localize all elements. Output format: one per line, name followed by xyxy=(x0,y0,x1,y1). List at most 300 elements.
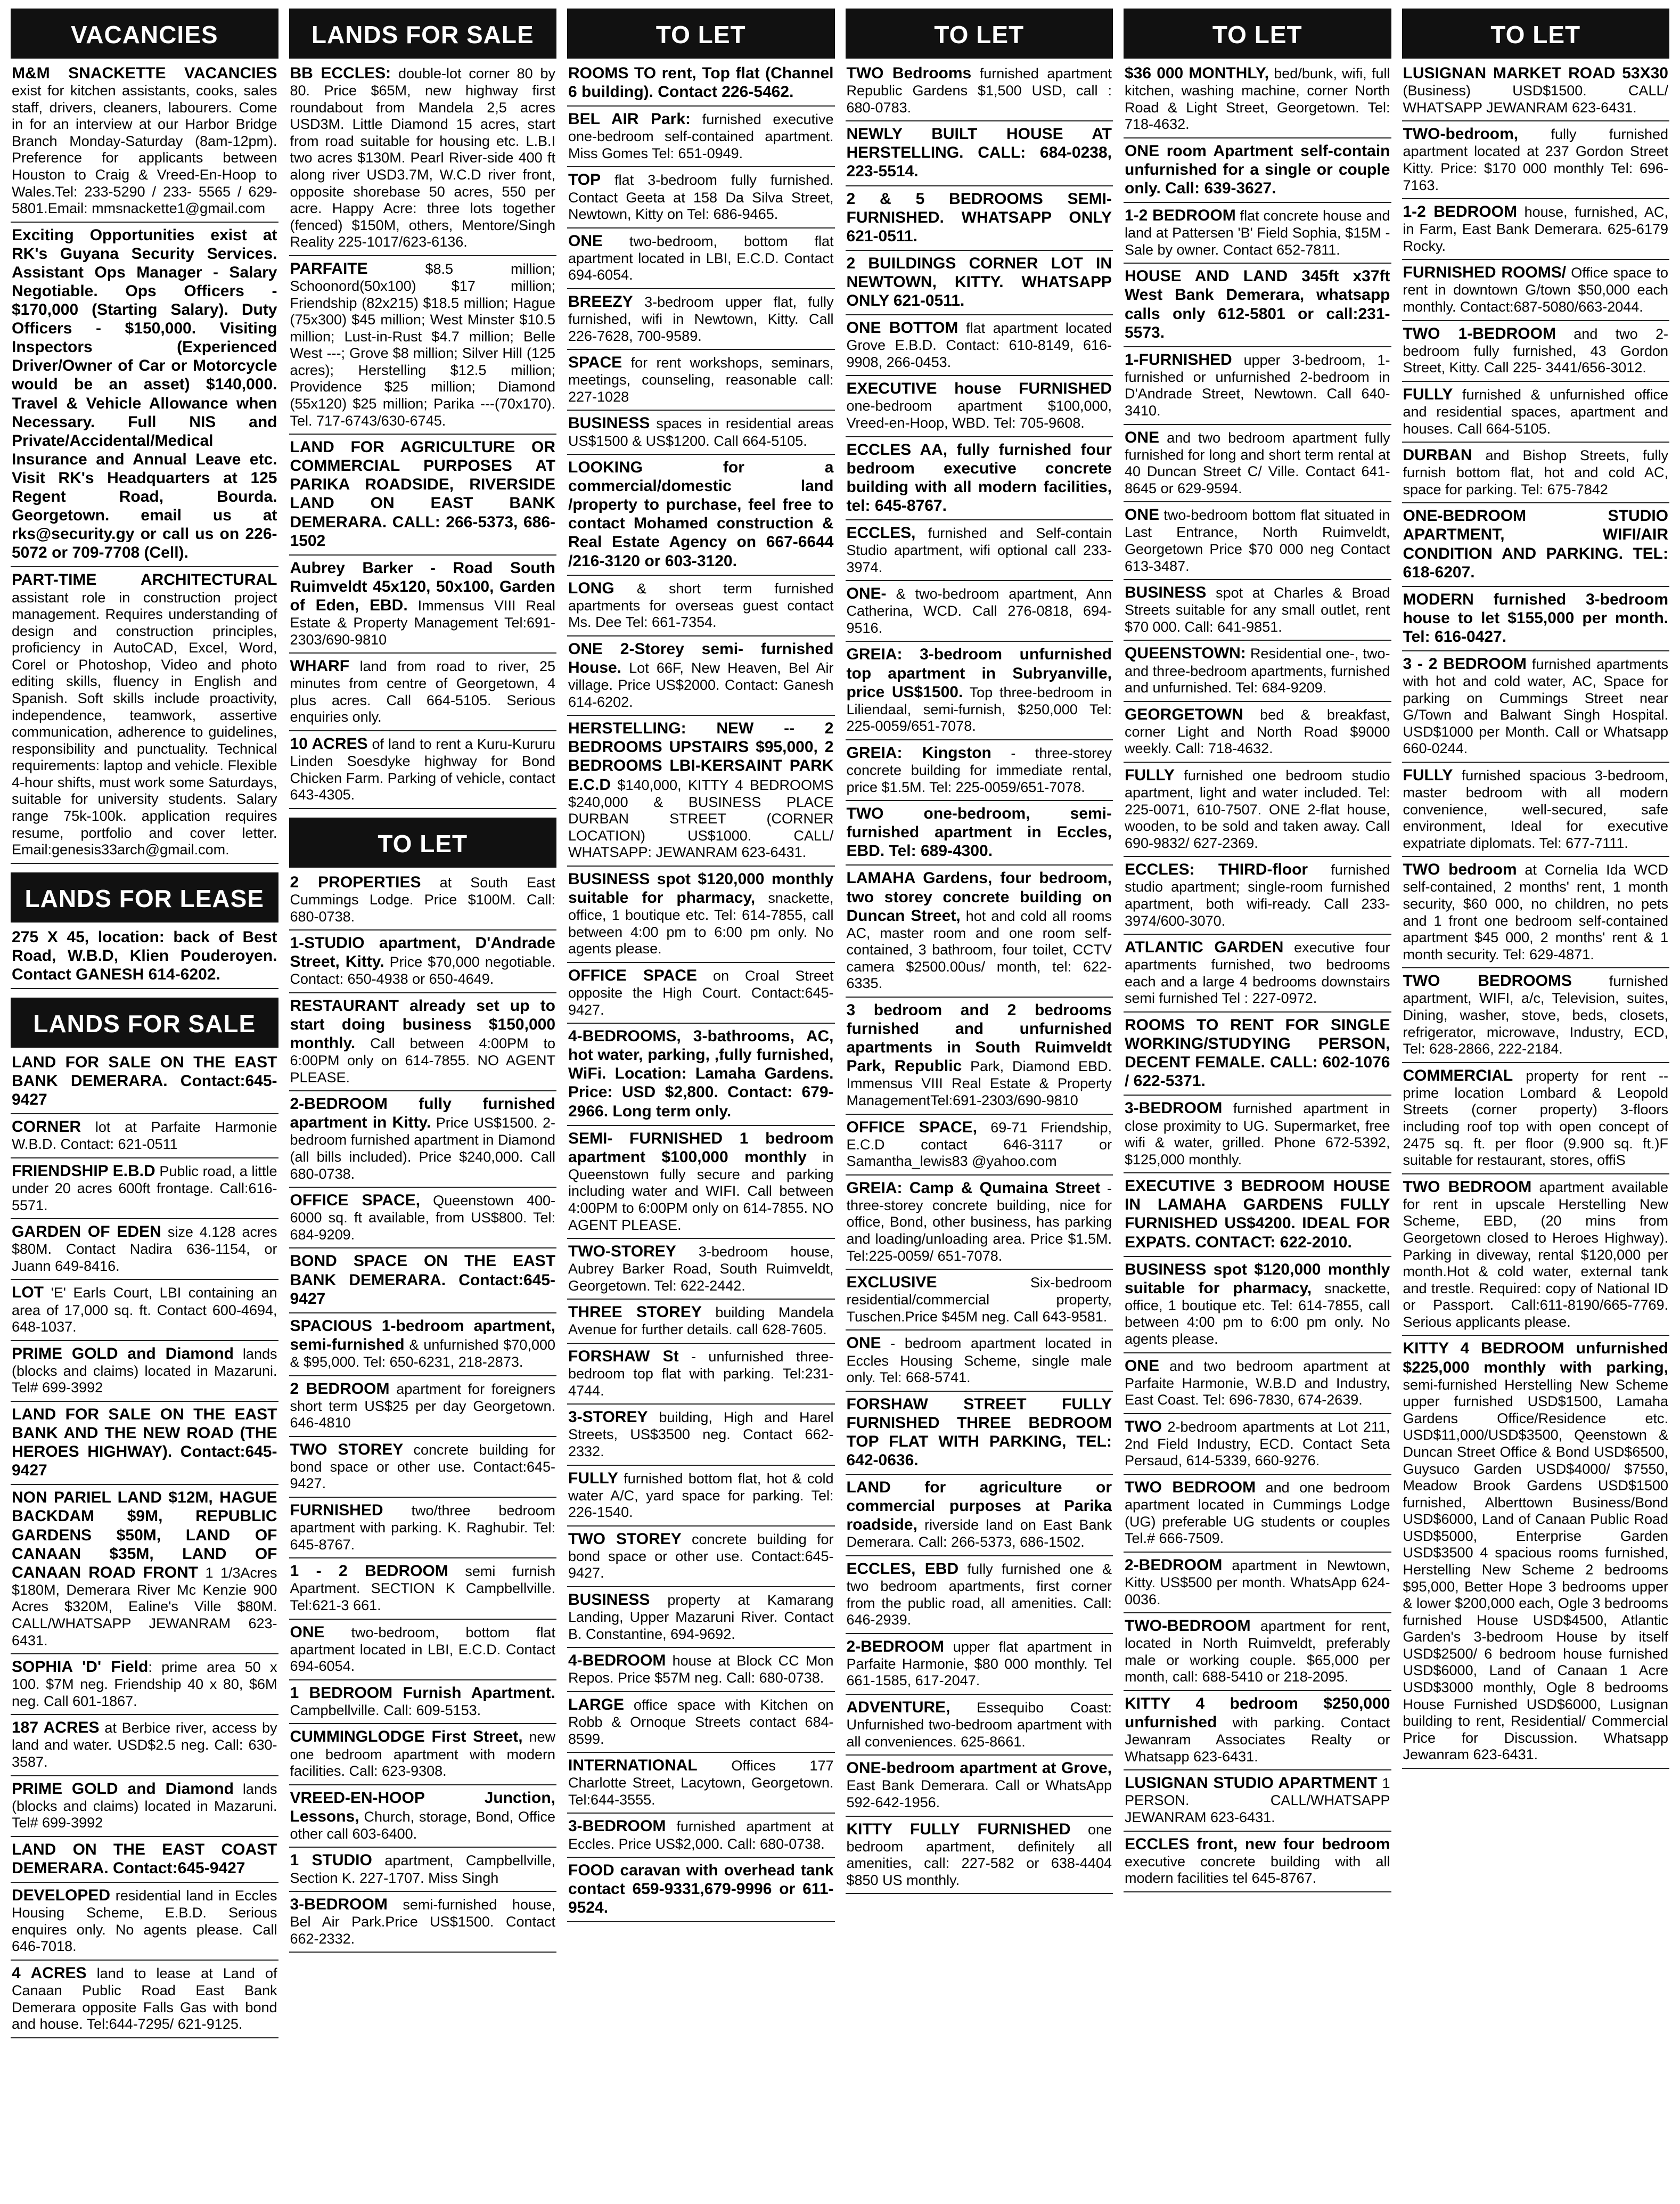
ad-lead: INTERNATIONAL xyxy=(568,1757,698,1775)
classified-ad xyxy=(567,1344,835,1405)
classified-ad xyxy=(1402,857,1670,968)
classified-ad xyxy=(1124,502,1391,580)
ad-lead: TWO BEDROOM xyxy=(1403,1178,1532,1196)
ad-text: fully furnished apartment located at 237 Gordon Street Kitty. Price: $170 000 monthly Tel: 696-7163. xyxy=(1403,126,1668,193)
ad-text: exist for kitchen assistants, cooks, sales staff, drivers, cleaners, labourers. Come in for an interview at our Harbor Bridge Branch Monday-Saturday (8am-12pm). Preference for applicants between Houston to Craig & Vreed-En-Hoop to Wales.Tel: 233-5290 / 233- 5565 / 629-5801.Email: mmsnackette1@gmail.com xyxy=(12,83,277,217)
classified-ad xyxy=(1402,1174,1670,1336)
ad-text: hot and cold all rooms AC, master room and one room self-contained, 3 bathroom, four toilet, CCTV camera $2500.00us/ month, tel: 622-6335. xyxy=(846,908,1112,992)
ad-lead: EXECUTIVE 3 BEDROOM HOUSE IN LAMAHA GARDENS FULLY FURNISHED US$4200. IDEAL FOR EXPATS. CONTACT: 622-2010. xyxy=(1125,1177,1390,1251)
ad-text: new one bedroom apartment with modern facilities. Call: 623-9308. xyxy=(290,1729,555,1779)
classified-ad xyxy=(567,1587,835,1648)
ad-lead: 1-2 BEDROOM xyxy=(1403,203,1517,221)
ad-lead: Aubrey Barker - Road South Ruimveldt 45x120, 50x100, Garden of Eden, EBD. xyxy=(290,559,555,614)
ad-lead: LAND FOR SALE ON THE EAST BANK AND THE NEW ROAD (THE HEROES HIGHWAY). Contact:645-9427 xyxy=(12,1405,277,1480)
classified-ad xyxy=(567,1239,835,1300)
ad-text: 3-bedroom house, Aubrey Barker Road, South Ruimveldt, Georgetown. Tel: 622-2442. xyxy=(568,1244,834,1294)
classified-ad xyxy=(289,654,557,731)
ad-lead: 4-BEDROOMS, 3-bathrooms, AC, hot water, parking, ,fully furnished, WiFi. Location: Lamaha Gardens. Price: USD $2,800. Contact: 679-2966. Long term only. xyxy=(568,1027,834,1120)
ad-lead: TWO bedroom xyxy=(1403,861,1517,879)
classified-ad xyxy=(289,1313,557,1376)
classified-ad xyxy=(1124,64,1391,138)
ad-lead: ECCLES, EBD xyxy=(846,1560,959,1578)
ad-lead: 10 ACRES xyxy=(290,735,368,753)
ad-lead: TWO-STOREY xyxy=(568,1243,676,1261)
ad-lead: PRIME GOLD and Diamond xyxy=(12,1344,234,1362)
ad-lead: BUSINESS xyxy=(568,1591,650,1609)
ad-text: snackette, office, 1 boutique etc. Tel: 614-7855, call between 4:00 pm to 6:00 pm only. No agents please. xyxy=(1125,1280,1390,1347)
ad-text: apartment for rent, located in North Ruimveldt, preferably male or working couple. $65,000 per month, call: 688-5410 or 218-2095. xyxy=(1125,1618,1390,1685)
ad-lead: CUMMINGLODGE First Street, xyxy=(290,1728,523,1746)
ad-text: flat apartment located Grove E.B.D. Contact: 610-8149, 616-9908, 266-0453. xyxy=(846,320,1112,370)
ad-text: Six-bedroom residential/commercial property, Tuschen.Price $45M neg. Call 643-9581. xyxy=(846,1275,1112,1325)
ad-text: spaces in residential areas US$1500 & US$1200. Call 664-5105. xyxy=(568,415,834,449)
classified-ad xyxy=(1124,1013,1391,1096)
ad-lead: 3 bedroom and 2 bedrooms furnished and unfurnished apartments in South Ruimveldt Park, Republic xyxy=(846,1001,1112,1075)
classified-ad xyxy=(846,1817,1113,1895)
ad-text: lands (blocks and claims) located in Mazaruni. Tel# 699-3992 xyxy=(12,1345,277,1396)
classified-ad xyxy=(567,1692,835,1753)
ad-text: one-bedroom apartment $100,000, Vreed-en-Hoop, WBD. Tel: 705-9608. xyxy=(846,398,1112,431)
ad-text: - unfurnished three-bedroom top flat with parking. Tel:231-4744. xyxy=(568,1349,834,1399)
ad-text: building Mandela Avenue for further details. call 628-7605. xyxy=(568,1304,834,1338)
ad-lead: ONE- xyxy=(846,585,887,603)
classified-ad xyxy=(567,289,835,350)
ad-text: property at Kamarang Landing, Upper Mazaruni River. Contact B. Constantine, 694-9692. xyxy=(568,1592,834,1642)
classified-ad xyxy=(289,1785,557,1848)
ad-lead: BUSINESS xyxy=(568,414,650,432)
ad-lead: 3-BEDROOM xyxy=(290,1896,388,1914)
classified-ad xyxy=(11,64,278,223)
classified-ad xyxy=(11,1654,278,1715)
ad-lead: ONE-BEDROOM STUDIO APARTMENT, WIFI/AIR CONDITION AND PARKING. TEL: 618-6207. xyxy=(1403,507,1668,581)
ad-text: in Queenstown fully secure and parking including water and WIFI. Call between 4:00PM to 6:00PM only on 614-7855. NO AGENT PLEASE. xyxy=(568,1149,834,1233)
ad-text: apartment for foreigners short term US$25 per day Georgetown. 646-4810 xyxy=(290,1381,555,1431)
classifieds-page xyxy=(11,9,1669,2187)
ad-lead: LAND ON THE EAST COAST DEMERARA. Contact:645-9427 xyxy=(12,1840,277,1877)
classified-ad xyxy=(11,1776,278,1837)
classified-ad xyxy=(846,376,1113,437)
ad-lead: GREIA: Camp & Qumaina Street xyxy=(846,1179,1101,1197)
ad-lead: LAMAHA Gardens, four bedroom, two storey concrete building on Duncan Street, xyxy=(846,869,1112,925)
ad-lead: TWO BEDROOM xyxy=(1125,1479,1256,1497)
classified-ad xyxy=(1402,968,1670,1063)
ad-text: & unfurnished $70,000 & $95,000. Tel: 650-6231, 218-2873. xyxy=(290,1336,555,1370)
ad-lead: ONE xyxy=(846,1334,881,1352)
ad-text: for rent workshops, seminars, meetings, counseling, reasonable call: 227-1028 xyxy=(568,355,834,405)
ad-text: concrete building for bond space or other use. Contact:645-9427. xyxy=(290,1441,555,1492)
ad-lead: 1 BEDROOM Furnish Apartment. xyxy=(290,1684,555,1702)
ad-text: Essequibo Coast: Unfurnished two-bedroom apartment with all conveniences. 625-8661. xyxy=(846,1700,1112,1750)
ad-lead: LAND FOR AGRICULTURE OR COMMERCIAL PURPOSES AT PARIKA ROADSIDE, RIVERSIDE LAND ON EAST BANK DEMERARA. CALL: 266-5373, 686-1502 xyxy=(290,438,555,550)
classified-ad xyxy=(1124,1173,1391,1256)
ad-lead: OFFICE SPACE, xyxy=(290,1191,420,1210)
ad-lead: BB ECCLES: xyxy=(290,64,391,82)
classified-ad xyxy=(846,801,1113,866)
ad-lead: 1 - 2 BEDROOM xyxy=(290,1562,448,1580)
ad-lead: DEVELOPED xyxy=(12,1887,111,1905)
ad-lead: FURNISHED xyxy=(290,1501,383,1519)
ad-text: at Berbice river, access by land and water. USD$2.5 neg. Call: 630-3587. xyxy=(12,1720,277,1770)
ad-lead: NON PARIEL LAND $12M, HAGUE BACKDAM $9M, REPUBLIC GARDENS $50M, LAND OF CANAAN $35M, LAND OF CANAAN ROAD FRONT xyxy=(12,1489,277,1581)
classified-ad xyxy=(11,1280,278,1341)
ad-lead: Exciting Opportunities exist at RK's Guyana Security Services. Assistant Ops Manager - Salary Negotiable. Ops Officers - $170,000 (Starting Salary). Duty Officers - $150,000. Visiting Inspectors (Experienced Driver/Owner of Car or Motorcycle would be an asset) $140,000. Travel & Vehicle Allowance when Necessary. Full NIS and Private/Accidental/Medical Insurance and Annual Leave etc. Visit RK's Headquarters at 125 Regent Road, Bourda. Georgetown. email us at rks@security.gy or call us on 226-5072 or 709-7708 (Cell). xyxy=(12,226,277,562)
section-heading: VACANCIES xyxy=(11,9,278,59)
ad-text: two-bedroom, bottom flat apartment located in LBI, E.C.D. Contact 694-6054. xyxy=(290,1624,555,1675)
column-3 xyxy=(567,9,835,2187)
ad-lead: LUSIGNAN STUDIO APARTMENT xyxy=(1125,1774,1378,1792)
classified-ad xyxy=(289,930,557,993)
classified-ad xyxy=(846,740,1113,801)
ad-lead: 2-BEDROOM xyxy=(846,1637,944,1655)
classified-ad xyxy=(1402,121,1670,199)
ad-lead: ECCLES AA, fully furnished four bedroom executive concrete building with all modern facilities, tel: 645-8767. xyxy=(846,440,1112,515)
ad-lead: LUSIGNAN MARKET ROAD 53X30 xyxy=(1403,64,1668,82)
ad-lead: 3-STOREY xyxy=(568,1408,648,1426)
ad-lead: LAND for agriculture or commercial purposes at Parika roadside, xyxy=(846,1479,1112,1534)
ad-text: house at Block CC Mon Repos. Price $57M neg. Call: 680-0738. xyxy=(568,1653,834,1686)
ad-lead: ADVENTURE, xyxy=(846,1699,950,1717)
ad-lead: ONE xyxy=(568,232,603,250)
classified-ad xyxy=(289,993,557,1091)
ad-lead: PART-TIME ARCHITECTURAL xyxy=(12,571,277,589)
ad-lead: ATLANTIC GARDEN xyxy=(1125,938,1284,957)
ad-text: and two bedroom apartment at Parfaite Harmonie, W.B.D and Industry, East Coast. Tel: 696-7830, 674-2639. xyxy=(1125,1358,1390,1408)
classified-ad xyxy=(289,256,557,435)
ad-lead: BUSINESS xyxy=(1125,584,1207,602)
ad-text: furnished apartment Republic Gardens $1,500 USD, call : 680-0783. xyxy=(846,66,1112,116)
classified-ad xyxy=(567,1024,835,1125)
ad-lead: TWO BEDROOMS xyxy=(1403,972,1572,990)
classified-ad xyxy=(567,1814,835,1858)
ad-lead: FORSHAW St xyxy=(568,1348,679,1366)
classified-ad xyxy=(11,1402,278,1485)
classified-ad xyxy=(846,866,1113,998)
ad-lead: TWO Bedrooms xyxy=(846,64,972,82)
section-heading: TO LET xyxy=(1124,9,1391,59)
ad-lead: KITTY 4 bedroom $250,000 unfurnished xyxy=(1125,1694,1390,1732)
classified-ad xyxy=(567,1300,835,1344)
ad-lead: ECCLES: THIRD-floor xyxy=(1125,861,1308,879)
ad-text: Top three-bedroom in Liliendaal, semi-furnish, $250,000 Tel: 225-0059/651-7078. xyxy=(846,684,1112,734)
ad-lead: BEL AIR Park: xyxy=(568,110,691,128)
classified-ad xyxy=(289,1437,557,1498)
ad-text: Price US$1500. 2-bedroom furnished apartment in Diamond (all bills included). Price $240,000. Call 680-0738. xyxy=(290,1115,556,1182)
section-heading: LANDS FOR SALE xyxy=(11,998,278,1048)
ad-text: two-bedroom bottom flat situated in Last Entrance, North Ruimveldt, Georgetown Price $70 000 neg Contact 613-3487. xyxy=(1125,507,1390,574)
ad-text: bed & breakfast, corner Light and North Road $9000 weekly. Call: 718-4632. xyxy=(1125,706,1390,757)
classified-ad xyxy=(1402,1336,1670,1768)
ad-lead: 187 ACRES xyxy=(12,1719,100,1737)
column-5 xyxy=(1124,9,1391,2187)
ad-text: two/three bedroom apartment with parking. K. Raghubir. Tel: 645-8767. xyxy=(290,1503,555,1553)
section-heading: LANDS FOR LEASE xyxy=(11,872,278,923)
classified-ad xyxy=(289,1892,557,1953)
ad-text: - bedroom apartment located in Eccles Housing Scheme, single male only. Tel: 668-5741. xyxy=(846,1335,1112,1386)
classified-ad xyxy=(846,437,1113,520)
classified-ad xyxy=(1402,443,1670,503)
classified-ad xyxy=(289,64,557,256)
classified-ad xyxy=(567,1858,835,1922)
ad-lead: MODERN furnished 3-bedroom house to let $155,000 per month. Tel: 616-0427. xyxy=(1403,590,1668,646)
ad-lead: OFFICE SPACE xyxy=(568,966,697,984)
ad-lead: 1-FURNISHED xyxy=(1125,350,1232,369)
classified-ad xyxy=(846,1475,1113,1556)
ad-text: furnished apartment in close proximity to UG. Supermarket, free wifi & water, grilled. Phone 672-5392, $125,000 monthly. xyxy=(1125,1100,1390,1168)
ad-lead: FRIENDSHIP E.B.D xyxy=(12,1162,155,1180)
classified-ad xyxy=(289,1248,557,1313)
ad-text: 1 1/3Acres $180M, Demerara River Mc Kenzie 900 Acres $320M, Ealine's Ville $80M. CALL/WHATSAPP JEWANRAM 623-6431. xyxy=(12,1564,277,1648)
classified-ad xyxy=(1402,503,1670,586)
ad-lead: ONE xyxy=(1125,1357,1160,1375)
ad-lead: M&M SNACKETTE VACANCIES xyxy=(12,64,277,82)
ad-lead: TWO-BEDROOM xyxy=(1125,1617,1251,1635)
classified-ad xyxy=(289,1091,557,1188)
classified-ad xyxy=(846,581,1113,642)
classified-ad xyxy=(846,642,1113,740)
classified-ad xyxy=(846,998,1113,1115)
ad-lead: 2 & 5 BEDROOMS SEMI-FURNISHED. WHATSAPP ONLY 621-0511. xyxy=(846,190,1112,245)
classified-ad xyxy=(846,1556,1113,1634)
classified-ad xyxy=(1124,702,1391,763)
ad-text: - three-storey concrete building for immediate rental, price $1.5M. Tel: 225-0059/651-7078. xyxy=(846,745,1112,795)
section-heading: TO LET xyxy=(567,9,835,59)
ad-text: flat concrete house and land at Pattersen 'B' Field Sophia, $15M - Sale by owner. Contact 652-7811. xyxy=(1125,208,1390,258)
ad-lead: ONE xyxy=(1125,428,1160,446)
ad-text: semi furnish Apartment. SECTION K Campbellville. Tel:621-3 661. xyxy=(290,1563,555,1613)
ad-lead: EXCLUSIVE xyxy=(846,1274,937,1292)
ad-lead: ONE 2-Storey semi- furnished House. xyxy=(568,640,834,677)
ad-text: two-bedroom, bottom flat apartment located in LBI, E.C.D. Contact 694-6054. xyxy=(568,233,834,283)
ad-lead: 3 - 2 BEDROOM xyxy=(1403,655,1527,673)
ad-lead: 275 X 45, location: back of Best Road, W.B.D, Klien Pouderoyen. Contact GANESH 614-6202. xyxy=(12,928,277,983)
classified-ad xyxy=(1402,64,1670,121)
classified-ad xyxy=(1124,203,1391,264)
ad-lead: BUSINESS spot $120,000 monthly suitable for pharmacy, xyxy=(1125,1260,1390,1297)
classified-ad xyxy=(846,1695,1113,1756)
ad-lead: TWO-bedroom, xyxy=(1403,125,1519,143)
classified-ad xyxy=(11,928,278,989)
ad-lead: PRIME GOLD and Diamond xyxy=(12,1779,234,1798)
ad-text: 'E' Earls Court, LBI containing an area of 17,000 sq. ft. Contact 600-4694, 648-1037. xyxy=(12,1285,277,1335)
classified-ad xyxy=(1124,1353,1391,1414)
ad-text: and two 2-bedroom fully furnished, 43 Gordon Street, Kitty. Call 225- 3441/656-3012. xyxy=(1403,325,1668,376)
ad-lead: FULLY xyxy=(1125,766,1175,784)
ad-lead: LONG xyxy=(568,579,614,597)
section-heading: TO LET xyxy=(289,818,557,868)
ad-lead: ROOMS TO rent, Top flat (Channel 6 building). Contact 226-5462. xyxy=(568,64,834,101)
classified-ad xyxy=(289,1724,557,1785)
ad-text: property for rent -- prime location Lombard & Leopold Streets (corner property) 3-floors including roof top with open concept of 2475 sq. ft. per floor (9.900 sq. ft.)F suitable for restaurant, stores, offiS xyxy=(1403,1067,1668,1169)
ad-text: furnished and Self-contain Studio apartment, wifi optional call 233-3974. xyxy=(846,525,1112,575)
ad-lead: GARDEN OF EDEN xyxy=(12,1223,161,1241)
classified-ad xyxy=(846,251,1113,315)
ad-lead: GREIA: 3-bedroom unfurnished top apartment in Subryanville, price US$1500. xyxy=(846,646,1112,701)
ad-lead: QUEENSTOWN: xyxy=(1125,644,1246,663)
ad-text: (Business) USD$1500. CALL/ WHATSAPP JEWANRAM 623-6431. xyxy=(1403,83,1668,116)
ad-text: residential land in Eccles Housing Scheme, E.B.D. Serious enquires only. No agents please. Call 646-7018. xyxy=(12,1888,277,1955)
classified-ad xyxy=(1124,580,1391,641)
ad-text: $140,000, KITTY 4 BEDROOMS $240,000 & BUSINESS PLACE DURBAN STREET (CORNER LOCATION) US$1000. CALL/ WHATSAPP: JEWANRAM 623-6431. xyxy=(568,777,834,861)
classified-ad xyxy=(11,1219,278,1280)
classified-ad xyxy=(567,1648,835,1692)
ad-lead: FULLY xyxy=(568,1469,618,1487)
ad-text: furnished & unfurnished office and residential spaces, apartment and houses. Call 664-5105. xyxy=(1403,386,1668,437)
ad-lead: 2 PROPERTIES xyxy=(290,873,421,891)
ad-lead: LOT xyxy=(12,1284,44,1302)
ad-text: Campbellville. Call: 609-5153. xyxy=(290,1702,481,1718)
classified-ad xyxy=(1124,1096,1391,1173)
classified-ad xyxy=(289,1188,557,1248)
ad-text: house, furnished, AC, in Farm, East Bank Demerara. 625-6179 Rocky. xyxy=(1403,204,1668,254)
ad-text: East Bank Demerara. Call or WhatsApp 592-642-1956. xyxy=(846,1777,1112,1810)
ad-text: Call between 4:00PM to 6:00PM only on 614-7855. NO AGENT PLEASE. xyxy=(290,1035,555,1085)
ad-lead: BOND SPACE ON THE EAST BANK DEMERARA. Contact:645-9427 xyxy=(290,1252,555,1308)
ad-lead: 2 BUILDINGS CORNER LOT IN NEWTOWN, KITTY. WHATSAPP ONLY 621-0511. xyxy=(846,254,1112,309)
ad-lead: RESTAURANT already set up to start doing business $150,000 monthly. xyxy=(290,997,555,1052)
classified-ad xyxy=(11,1158,278,1219)
ad-text: furnished apartment at Eccles. Price US$2,000. Call: 680-0738. xyxy=(568,1818,834,1852)
ad-lead: COMMERCIAL xyxy=(1403,1066,1513,1084)
ad-lead: VREED-EN-HOOP Junction, Lessons, xyxy=(290,1789,555,1825)
section-heading: TO LET xyxy=(846,9,1113,59)
classified-ad xyxy=(11,1053,278,1114)
ad-text: Price $70,000 negotiable. Contact: 650-4938 or 650-4649. xyxy=(290,954,556,987)
ad-text: one bedroom apartment, definitely all amenities, call: 227-582 or 638-4404 $850 US monthly. xyxy=(846,1821,1112,1888)
classified-ad xyxy=(1124,1475,1391,1553)
ad-lead: FULLY xyxy=(1403,385,1453,403)
ad-text: Church, storage, Bond, Office other call 603-6400. xyxy=(290,1808,555,1842)
classified-ad xyxy=(1124,1414,1391,1475)
ad-text: on Croal Street opposite the High Court. Contact:645-9427. xyxy=(568,967,834,1018)
ad-text: furnished apartment, WIFI, a/c, Television, suites, Dining, washer, stove, beds, closets, refrigerator, microwave, Industry, ECD, Tel: 628-2866, 222-2184. xyxy=(1403,973,1668,1057)
ad-lead: ECCLES, xyxy=(846,524,916,542)
classified-ad xyxy=(1402,260,1670,321)
classified-ad xyxy=(846,121,1113,186)
ad-lead: 2-BEDROOM xyxy=(1125,1556,1223,1574)
classified-ad xyxy=(11,1837,278,1883)
classified-ad xyxy=(1402,587,1670,651)
ad-text: apartment available for rent in upscale Herstelling New Scheme, EBD, (20 mins from Georgetown closed to Heroes Highway). Parking in diveway, rental $120,000 per month.Hot & cold water, external tank and trestle. Required: copy of National ID or Passport. Call:611-8190/665-7769. Serious applicants please. xyxy=(1403,1179,1668,1330)
ad-lead: DURBAN xyxy=(1403,446,1472,464)
ad-text: with parking. Contact Jewanram Associates Realty or Whatsapp 623-6431. xyxy=(1125,1715,1390,1765)
classified-ad xyxy=(11,1485,278,1654)
ad-lead: WHARF xyxy=(290,657,350,675)
ad-text: Immensus VIII Real Estate & Property Management Tel:691-2303/690-9810 xyxy=(290,597,555,648)
ad-text: executive four apartments furnished, two bedrooms each and a large 4 bedrooms downstairs semi furnished Tel : 227-0972. xyxy=(1125,940,1390,1007)
ad-text: land to lease at Land of Canaan Public Road East Bank Demerara opposite Falls Gas with bond and house. Tel:644-7295/ 621-9125. xyxy=(12,1965,277,2032)
ad-text: furnished spacious 3-bedroom, master bedroom with all modern convenience, well-secured, safe environment, Ideal for executive expatriate diplomats. Tel: 677-7111. xyxy=(1403,767,1668,851)
ad-lead: THREE STOREY xyxy=(568,1303,702,1321)
ad-text: semi-furnished house, Bel Air Park.Price US$1500. Contact 662-2332. xyxy=(290,1897,555,1947)
ad-lead: HERSTELLING: NEW -- 2 BEDROOMS UPSTAIRS $95,000, 2 BEDROOMS LBI-KERSAINT PARK E.C.D xyxy=(568,720,834,794)
ad-lead: FURNISHED ROOMS/ xyxy=(1403,264,1567,282)
column-4 xyxy=(846,9,1113,2187)
classified-ad xyxy=(846,1176,1113,1270)
ad-lead: ONE-bedroom apartment at Grove, xyxy=(846,1759,1112,1777)
ad-text: apartment in Newtown, Kitty. US$500 per month. WhatsApp 624-0036. xyxy=(1125,1557,1390,1607)
classified-ad xyxy=(1402,651,1670,763)
classified-ad xyxy=(289,1620,557,1680)
ad-lead: HOUSE AND LAND 345ft x37ft West Bank Demerara, whatsapp calls only 612-5801 or call:231-5573. xyxy=(1125,267,1390,341)
classified-ad xyxy=(846,186,1113,251)
ad-lead: PARFAITE xyxy=(290,259,368,277)
ad-text: furnished one bedroom studio apartment, light and water included. Tel: 225-0071, 610-7507. ONE 2-flat house, wooden, to be sold and taken away. Call 690-9832/ 627-2369. xyxy=(1125,767,1390,851)
classified-ad xyxy=(567,64,835,107)
classified-ad xyxy=(1402,382,1670,443)
ad-text: spot at Charles & Broad Streets suitable for any small outlet, rent $70 000. Call: 641-9851. xyxy=(1125,585,1390,635)
classified-ad xyxy=(1402,321,1670,382)
classified-ad xyxy=(1402,763,1670,857)
ad-lead: 1-STUDIO apartment, D'Andrade Street, Kitty. xyxy=(290,934,555,971)
ad-lead: BUSINESS spot $120,000 monthly suitable for pharmacy, xyxy=(568,870,834,907)
ad-text: executive concrete building with all modern facilities tel 645-8767. xyxy=(1125,1853,1390,1887)
ad-text: Office space to rent in downtown G/town $50,000 each monthly. Contact:687-5080/663-2044. xyxy=(1403,265,1668,315)
column-6 xyxy=(1402,9,1670,2187)
ad-lead: FORSHAW STREET FULLY FURNISHED THREE BEDROOM TOP FLAT WITH PARKING, TEL: 642-0636. xyxy=(846,1395,1112,1469)
classified-ad xyxy=(567,716,835,867)
ad-text: 1 PERSON. CALL/WHATSAPP JEWANRAM 623-6431. xyxy=(1125,1775,1390,1825)
classified-ad xyxy=(1124,138,1391,203)
ad-lead: SOPHIA 'D' Field xyxy=(12,1658,149,1676)
ad-text: at Cornelia Ida WCD self-contained, 2 months' rent, 1 month security, $60 000, no children, no pets and 1 front one bedroom self-contained apartment $45 000, 2 months' rent & 1 month security. Tel: 629-4871. xyxy=(1403,862,1668,962)
ad-lead: FOOD caravan with overhead tank contact 659-9331,679-9996 or 611-9524. xyxy=(568,1862,834,1917)
ad-text: 3-bedroom upper flat, fully furnished, wifi in Newtown, Kitty. Call 226-7628, 700-9589. xyxy=(568,293,834,344)
classified-ad xyxy=(289,1848,557,1892)
ad-text: & two-bedroom apartment, Ann Catherina, WCD. Call 276-0818, 694-9516. xyxy=(846,586,1112,636)
classified-ad xyxy=(846,1634,1113,1695)
ad-text: - three-storey concrete building, nice for office, Bond, other business, has parking and loading/unloading area. Price $1.5M. Tel:225-0059/ 651-7078. xyxy=(846,1180,1112,1264)
ad-lead: TWO 1-BEDROOM xyxy=(1403,324,1556,342)
ad-lead: 1 STUDIO xyxy=(290,1851,372,1870)
classified-ad xyxy=(1124,1553,1391,1613)
ad-text: double-lot corner 80 by 80. Price $65M, new highway first roundabout from Mandela 2,5 acres USD3M. Little Diamond 15 acres, start from road suitable for housing etc. L.B.I two acres $130M. Pearl River-side 400 ft along river USD3.7M, W.C.D river front, opposite shorebase 50 acres, 550 per acre. Happy Acre: three lots together (fenced) $150M, others, Mentore/Singh Reality 225-1017/623-6136. xyxy=(290,66,555,250)
classified-ad xyxy=(567,411,835,455)
ad-text: semi-furnished Herstelling New Scheme upper furnished USD$1500, Lamaha Gardens Office/Residence etc. USD$11,000/USD$3500, Qeenstown & Duncan Street Office & Bond USD$6500, Guysuco Garden USD$4000/ $7550, Meadow Brook Gardens USD$1500 furnished, Alberttown Business/Bond USD$6000, Land of Canaan Public Road USD$5000, Enterprise Garden USD$3500 4 spacious rooms furnished, Herstelling New Scheme 2 bedrooms $95,000, Better Hope 3 bedrooms upper & lower $200,000 each, Ogle 3 bedrooms furnished House USD$4500, Atlantic Garden's 3-bedroom House by itself USD$2500/ 6 bedroom house furnished USD$6000, Land of Canaan 1 Acre USD$3000 monthly, Ogle 8 bedrooms House Furnished USD$6000, Lusignan building to rent, Residential/ Commercial Price for Discussion. Whatsapp Jewanram 623-6431. xyxy=(1403,1376,1668,1763)
ad-lead: ONE xyxy=(1125,506,1160,524)
ad-lead: SPACE xyxy=(568,354,622,372)
ad-lead: FULLY xyxy=(1403,766,1453,784)
ad-text: Queenstown 400-6000 sq. ft available, from US$800. Tel: 684-9209. xyxy=(290,1193,555,1243)
classified-ad xyxy=(1124,1691,1391,1770)
ad-lead: 2-BEDROOM fully furnished apartment in Kitty. xyxy=(290,1095,555,1132)
classified-ad xyxy=(567,350,835,411)
ad-lead: OFFICE SPACE, xyxy=(846,1118,977,1136)
classified-ad xyxy=(1124,425,1391,503)
classified-ad xyxy=(1402,1063,1670,1174)
ad-lead: LAND FOR SALE ON THE EAST BANK DEMERARA. Contact:645-9427 xyxy=(12,1054,277,1109)
ad-lead: 4 ACRES xyxy=(12,1964,87,1982)
ad-text: riverside land on East Bank Demerara. Call: 266-5373, 686-1502. xyxy=(846,1517,1112,1550)
ad-lead: SPACIOUS 1-bedroom apartment, semi-furnished xyxy=(290,1317,555,1353)
classified-ad xyxy=(289,1680,557,1725)
classified-ad xyxy=(1124,641,1391,701)
section-heading: TO LET xyxy=(1402,9,1670,59)
ad-lead: BREEZY xyxy=(568,292,633,311)
ad-text: Residential one-, two- and three-bedroom apartments, furnished and unfurnished. Tel: 684-9209. xyxy=(1125,646,1390,696)
ad-lead: TOP xyxy=(568,171,601,189)
classified-ad xyxy=(846,520,1113,581)
classified-ad xyxy=(11,1341,278,1402)
classified-ad xyxy=(846,1330,1113,1391)
classified-ad xyxy=(567,1466,835,1527)
ad-lead: TWO STOREY xyxy=(568,1530,682,1548)
classified-ad xyxy=(1124,264,1391,347)
classified-ad xyxy=(1124,347,1391,425)
ad-text: of land to rent a Kuru-Kururu Linden Soesdyke highway for Bond Chicken Farm. Parking of vehicle, contact 643-4305. xyxy=(290,736,555,803)
ad-text: assistant role in construction project management. Requires understanding of design and construction principles, proficiency in AutoCAD, Excel, Word, Corel or Photoshop, Video and photo editing skills, fluency in English and Spanish. Soft skills include proactivity, independence, teamwork, assertive communication, adherence to guidelines, responsibility and punctuality. Technical requirements: laptop and vehicle. Flexible 4-hour shifts, must work some Saturdays, suitable for university students. Salary range 75k-100k. application requires resume, portfolio and cover letter. Email:genesis33arch@gmail.com. xyxy=(12,589,277,858)
ad-lead: $36 000 MONTHLY, xyxy=(1125,64,1269,82)
classified-ad xyxy=(567,1405,835,1465)
